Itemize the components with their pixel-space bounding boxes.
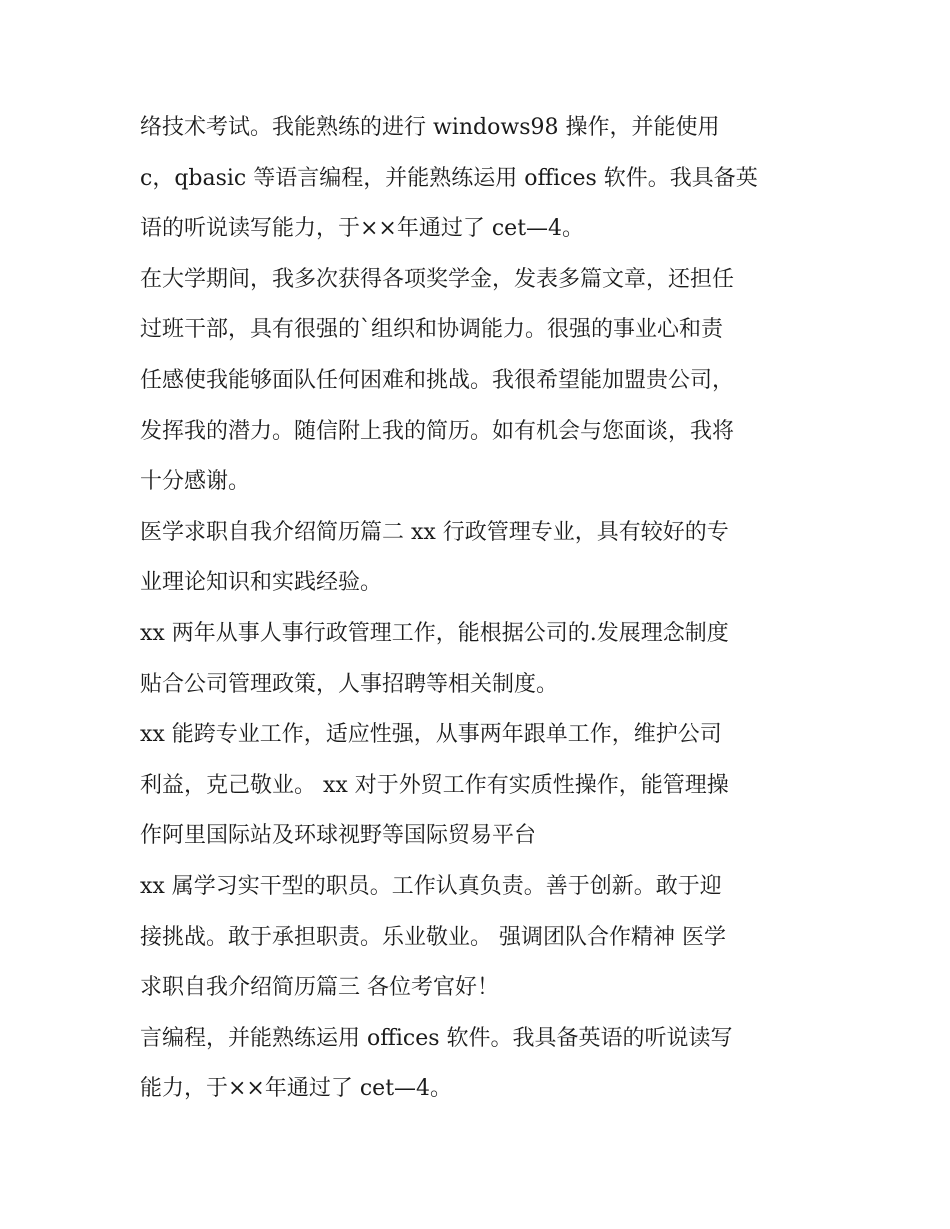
- text-line: 医学求职自我介绍简历篇二 xx 行政管理专业，具有较好的专: [140, 519, 729, 545]
- text-line: 发挥我的潜力。随信附上我的简历。如有机会与您面谈，我将: [140, 418, 735, 444]
- text-line: 求职自我介绍简历篇三 各位考官好！: [140, 975, 499, 1001]
- text-line: xx 能跨专业工作，适应性强，从事两年跟单工作，维护公司: [140, 722, 722, 748]
- text-line: 贴合公司管理政策，人事招聘等相关制度。: [140, 671, 559, 697]
- text-line: 业理论知识和实践经验。: [140, 570, 383, 596]
- text-line: 络技术考试。我能熟练的进行 windows98 操作，并能使用: [140, 115, 720, 140]
- text-line: xx 两年从事人事行政管理工作，能根据公司的.发展理念制度: [140, 620, 729, 646]
- text-line: 过班干部，具有很强的`组织和协调能力。很强的事业心和责: [140, 317, 724, 343]
- document-body: [140, 103, 820, 1115]
- text-line: xx 属学习实干型的职员。工作认真负责。善于创新。敢于迎: [140, 873, 722, 899]
- text-line: 作阿里国际站及环球视野等国际贸易平台: [140, 823, 537, 849]
- text-line: 利益，克己敬业。 xx 对于外贸工作有实质性操作，能管理操: [140, 772, 729, 798]
- text-line: 语的听说读写能力，于××年通过了 cet—4。: [140, 216, 585, 242]
- text-line: 在大学期间，我多次获得各项奖学金，发表多篇文章，还担任: [140, 266, 735, 292]
- text-line: 言编程，并能熟练运用 offices 软件。我具备英语的听说读写: [140, 1025, 733, 1051]
- text-line: 接挑战。敢于承担职责。乐业敬业。 强调团队合作精神 医学: [140, 924, 726, 950]
- text-line: 十分感谢。: [140, 469, 251, 495]
- text-line: 能力，于××年通过了 cet—4。: [140, 1076, 453, 1102]
- text-line: c，qbasic 等语言编程，并能熟练运用 offices 软件。我具备英: [140, 165, 758, 191]
- text-line: 任感使我能够面队任何困难和挑战。我很希望能加盟贵公司，: [140, 367, 735, 393]
